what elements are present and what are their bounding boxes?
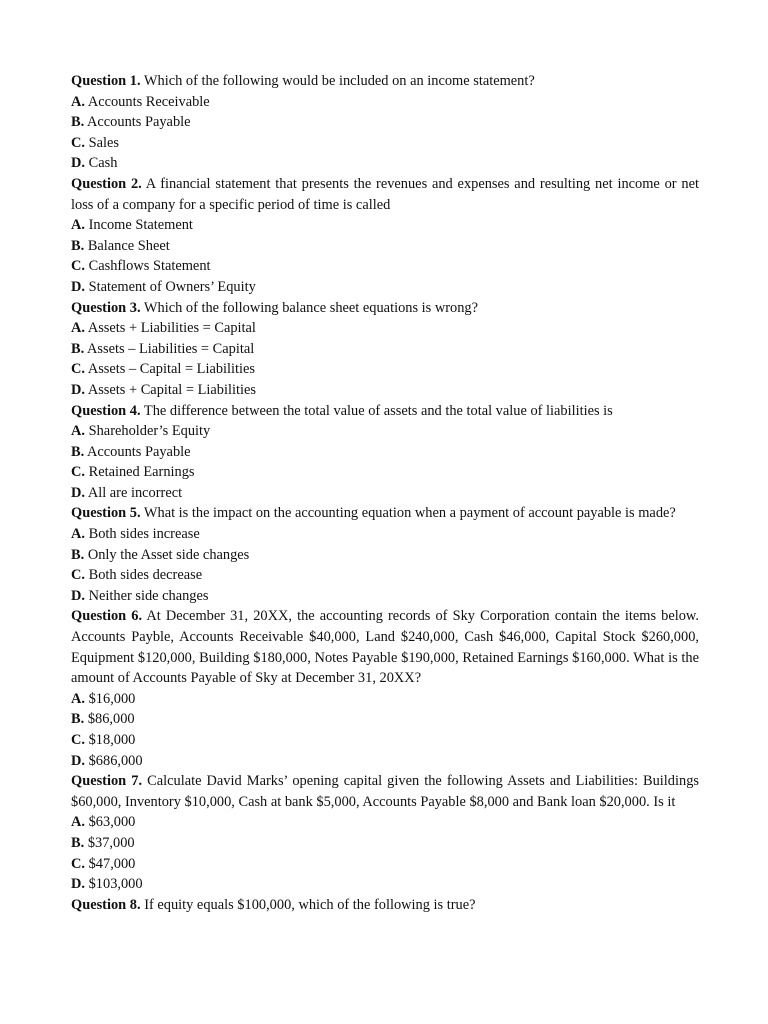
option-b [71,545,699,566]
option-text: $86,000 [87,711,135,728]
option-text: Accounts Payable [87,114,191,131]
question-label: Question 4. [71,402,141,419]
option-a [71,421,699,442]
option-letter: D. [71,381,85,398]
option-a [71,812,699,833]
option-text: Cash [88,155,118,172]
option-a [71,92,699,113]
option-text: $47,000 [88,855,136,872]
option-letter: D. [71,752,85,769]
option-c [71,462,699,483]
option-letter: C. [71,567,85,584]
option-text: Assets + Capital = Liabilities [87,381,256,398]
question-label: Question 5. [71,505,141,522]
option-letter: C. [71,464,85,481]
option-text: Assets – Capital = Liabilities [87,361,256,378]
question-text: If equity equals $100,000, which of the following is true? [144,896,476,913]
option-c [71,133,699,154]
option-text: Shareholder’s Equity [88,423,211,440]
question-text: Which of the following balance sheet equations is wrong? [143,299,479,316]
option-b [71,236,699,257]
question-text: A financial statement that presents the revenues and expenses and resulting net income or net loss of a company for a specific period of time is called [71,175,699,213]
question-5 [71,503,699,606]
option-text: Neither side changes [88,587,209,604]
question-text: Which of the following would be included on an income statement? [143,73,535,89]
option-letter: A. [71,814,85,831]
question-text: Calculate David Marks’ opening capital given the following Assets and Liabilities: Buildings $60,000, Inventory $10,000, Cash at bank $5,000, Accounts Payable $8,000 and Bank loan $20,000. Is it [71,773,699,810]
option-letter: D. [71,278,85,295]
option-text: $686,000 [88,752,143,769]
option-c [71,565,699,586]
option-b [71,339,699,360]
option-letter: A. [71,423,85,440]
option-letter: D. [71,587,85,604]
option-letter: C. [71,732,85,748]
option-letter: D. [71,876,85,893]
option-c [71,730,699,751]
option-letter: B. [71,546,85,563]
question-text: What is the impact on the accounting equation when a payment of account payable is made? [143,505,676,522]
question-text: The difference between the total value of assets and the total value of liabilities is [143,402,613,419]
option-text: All are incorrect [87,484,183,501]
option-text: $16,000 [88,690,136,707]
option-letter: A. [71,690,85,707]
option-d [71,874,699,895]
option-b [71,112,699,133]
option-text: Statement of Owners’ Equity [88,278,256,295]
option-text: Cashflows Statement [88,258,211,275]
option-a [71,524,699,545]
question-3 [71,298,699,401]
option-c [71,256,699,277]
question-label: Question 2. [71,175,142,192]
question-label: Question 6. [71,608,143,625]
option-b [71,709,699,730]
option-text: Sales [88,134,119,151]
question-label: Question 7. [71,773,143,790]
option-letter: D. [71,155,85,172]
question-stem [71,401,699,422]
question-6 [71,606,699,771]
option-a [71,689,699,710]
option-letter: B. [71,340,85,357]
option-letter: A. [71,93,85,110]
option-a [71,215,699,236]
option-letter: A. [71,526,85,543]
option-c [71,359,699,380]
question-7 [71,771,699,895]
question-stem [71,174,699,215]
option-letter: B. [71,834,85,851]
question-stem [71,71,699,92]
document-page [71,71,699,915]
option-text: $37,000 [87,834,135,851]
question-2 [71,174,699,298]
option-letter: A. [71,217,85,234]
option-text: Retained Earnings [88,464,195,481]
option-text: $18,000 [88,732,136,748]
option-letter: C. [71,855,85,872]
option-a [71,318,699,339]
option-b [71,442,699,463]
option-text: Both sides increase [88,526,200,543]
question-label: Question 1. [71,73,141,89]
option-text: Only the Asset side changes [87,546,250,563]
option-letter: B. [71,237,85,254]
option-letter: C. [71,361,85,378]
option-text: $103,000 [88,876,143,893]
question-8 [71,895,699,916]
option-letter: B. [71,114,85,131]
question-stem [71,606,699,688]
option-text: $63,000 [88,814,136,831]
question-label: Question 3. [71,299,141,316]
question-stem [71,298,699,319]
option-text: Both sides decrease [88,567,203,584]
option-c [71,854,699,875]
option-letter: A. [71,320,85,337]
question-stem [71,503,699,524]
question-text: At December 31, 20XX, the accounting records of Sky Corporation contain the items below. Accounts Payble, Accounts Receivable $40,000, Land $240,000, Cash $46,000, Capital Stock $260,000, Equipment $120,000, Building $180,000, Notes Payable $190,000, Retained Earnings $160,000. What is the amount of Accounts Payable of Sky at December 31, 20XX? [71,608,699,687]
option-d [71,380,699,401]
option-letter: B. [71,443,85,460]
question-4 [71,401,699,504]
question-stem [71,895,699,916]
question-1 [71,71,699,174]
option-text: Assets + Liabilities = Capital [87,320,256,337]
option-text: Accounts Receivable [87,93,210,110]
option-text: Balance Sheet [87,237,170,254]
option-d [71,277,699,298]
option-d [71,586,699,607]
question-label: Question 8. [71,896,141,913]
option-letter: D. [71,484,85,501]
option-letter: C. [71,134,85,151]
option-letter: B. [71,711,85,728]
option-b [71,833,699,854]
option-letter: C. [71,258,85,275]
option-d [71,483,699,504]
option-text: Assets – Liabilities = Capital [87,340,255,357]
option-d [71,153,699,174]
option-text: Income Statement [88,217,193,234]
question-stem [71,771,699,812]
option-d [71,751,699,772]
option-text: Accounts Payable [87,443,191,460]
